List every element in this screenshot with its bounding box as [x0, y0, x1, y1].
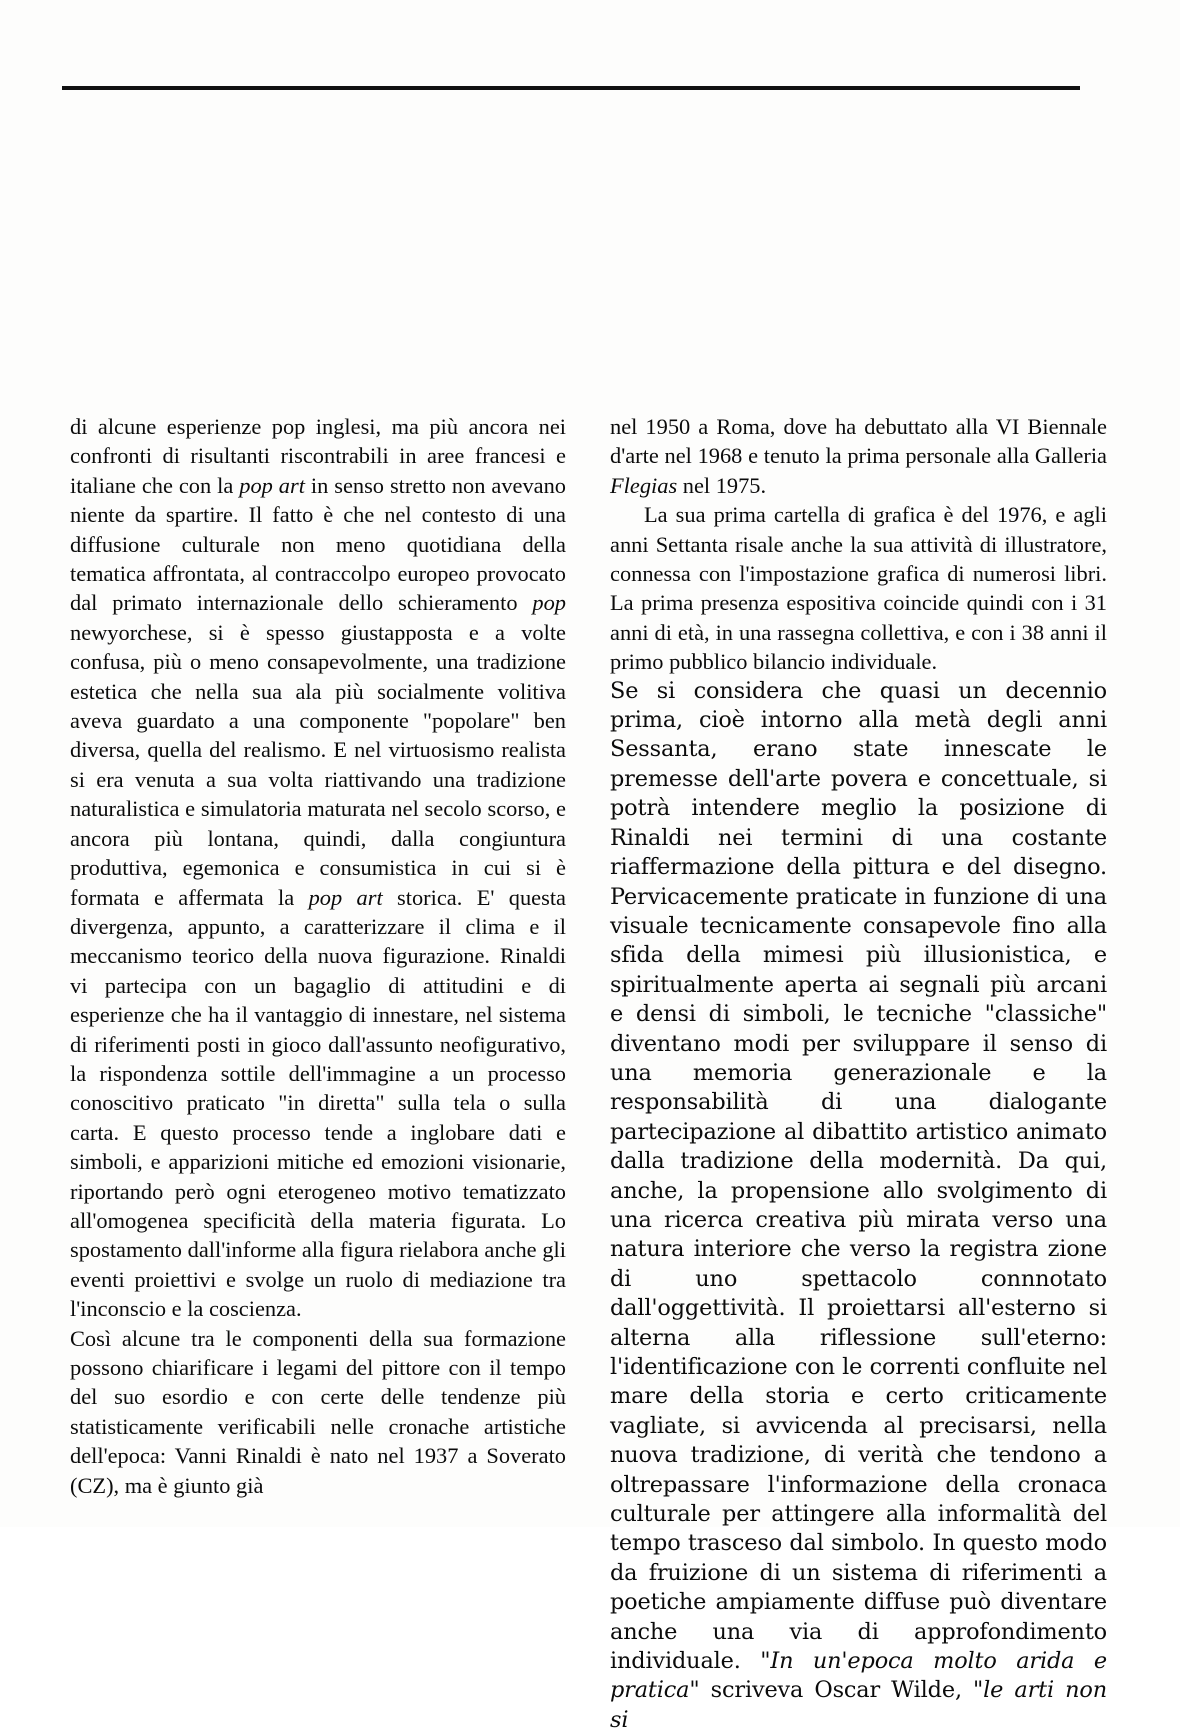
body-text: Così alcune tra le componenti della sua formazione possono chiarificare i legami del pittore con il tempo del suo esordio e con certe delle tendenze più statisticamente verificabili nelle cronache artistiche dell'epoca: Vanni Rinaldi è nato nel 1937 a Soverato (CZ), ma è giunto già — [70, 1325, 566, 1498]
body-text: storica. E' questa divergenza, appunto, a caratterizzare il clima e il meccanismo teorico della nuova figurazione. Rinaldi vi partecipa con un bagaglio di attitudini e di esperienze che ha il vantaggio di innestare, nel sistema di riferimenti posti in gioco dall'assunto neofigurativo, la rispondenza sottile dell'immagine a un processo conoscitivo praticato "in diretta" sulla tela o sulla carta. E questo processo tende a inglobare dati e simboli, e apparizioni mitiche ed emozioni visionarie, riportando però ogni eterogeneo motivo tematizzato all'omogenea specificità della materia figurata. Lo spostamento dall'informe alla figura rielabora anche gli eventi proiettivi e svolge un ruolo di mediazione tra l'inconscio e la coscienza. — [70, 884, 566, 1322]
emphasis-text: pop art — [308, 884, 383, 910]
body-text: newyorchese, si è spesso giustapposta e a volte confusa, più o meno consapevolmente, una tradizione estetica che nella sua ala più socialmente volitiva aveva guardato a una componente "popolare" ben diversa, quella del realismo. E nel virtuosismo realista si era venuta a sua volta riattivando una tradizione naturalistica e simulatoria maturata nel secolo scorso, e ancora più lontana, quindi, dalla congiuntura produttiva, egemonica e consumistica in cui si è formata e affermata la — [70, 619, 566, 910]
body-text: Se si considera che quasi un decennio prima, cioè intorno alla metà degli anni Sessanta, erano state innescate le premesse dell'arte povera e concettuale, si potrà intendere meglio la posizione di Rinaldi nei termini di una costante riaffermazione della pittura e del disegno. Pervicacemente praticate in funzione di una visuale tecnicamente consapevole fino alla sfida della mimesi più illusionistica, e spiritualmente aperta ai segnali più arcani e densi di simboli, le tecniche "classiche" diventano modi per sviluppare il senso di una memoria generazionale e la responsabilità di una dialogante partecipazione al dibattito artistico animato dalla tradizione della modernità. Da qui, anche, la propensione allo svolgimento di una ricerca creativa più mirata verso una natura interiore che verso la registra zione di uno spettacolo connnotato dall'oggettività. Il proiettarsi all'esterno si alterna alla riflessione sull'eterno: l'identificazione con le correnti confluite nel mare della storia e certo criticamente vagliate, si avvicenda al precisarsi, nella nuova tradizione, di verità che tendono a oltrepassare l'informazione della cronaca culturale per attingere alla informalità del tempo trasceso dal simbolo. In questo modo da fruizione di un sistema di riferimenti a poetiche ampiamente diffuse può diventare anche una via di approfondimento individuale. — [610, 677, 1107, 1675]
emphasis-text: "le arti non si — [610, 1677, 1107, 1733]
body-text: scriveva Oscar Wilde, — [699, 1677, 974, 1704]
paragraph-left-2 — [70, 1324, 566, 1500]
emphasis-text: Flegias — [610, 472, 678, 498]
body-text: La sua prima cartella di grafica è del 1976, e agli anni Settanta risale anche la sua attività di illustratore, connessa con l'impostazione grafica di numerosi libri. La prima presenza espositiva coincide quindi con i 31 anni di età, in una rassegna collettiva, e con i 38 anni il primo pubblico bilancio individuale. — [610, 502, 1107, 675]
body-text: di alcune esperienze pop inglesi, ma più ancora nei confronti di risultanti riscontrabili in aree francesi e italiane che con la — [70, 414, 566, 498]
text-column-left — [70, 412, 566, 1500]
emphasis-text: pop art — [239, 472, 305, 498]
body-text: in senso stretto non avevano niente da spartire. Il fatto è che nel contesto di una diffusione culturale non meno quotidiana della tematica affrontata, al contraccolpo europeo provocato dal primato internazionale dello schieramento — [70, 472, 566, 616]
paragraph-left-1 — [70, 412, 566, 1324]
body-text: nel 1950 a Roma, dove ha debuttato alla VI Biennale d'arte nel 1968 e tenuto la prima personale alla Galleria — [610, 414, 1107, 469]
paragraph-right-2 — [610, 500, 1107, 676]
emphasis-text: "In un'epoca molto arida e pratica" — [610, 1648, 1107, 1704]
paragraph-right-3 — [610, 677, 1107, 1735]
text-column-right — [610, 412, 1107, 1735]
header-rule — [62, 86, 1080, 90]
body-text: nel 1975. — [677, 472, 767, 498]
emphasis-text: pop — [532, 590, 566, 616]
paragraph-right-1 — [610, 412, 1107, 500]
